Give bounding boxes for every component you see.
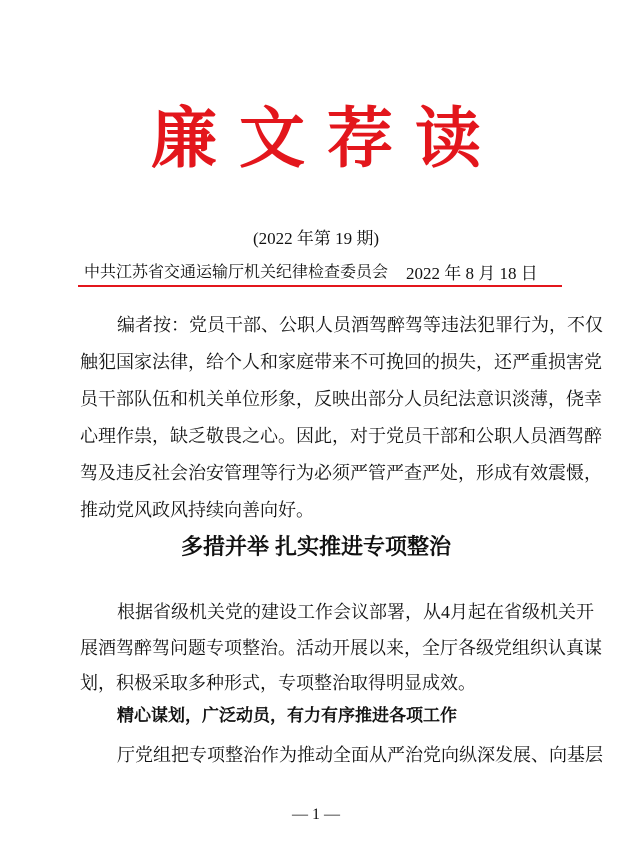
text-line: 员干部队伍和机关单位形象，反映出部分人员纪法意识淡薄，侥幸: [80, 389, 602, 409]
text-line: 展酒驾醉驾问题专项整治。活动开展以来，全厅各级党组织认真谋: [80, 638, 602, 658]
text-line: 厅党组把专项整治作为推动全面从严治党向纵深发展、向基层: [117, 745, 603, 765]
section-subheading: 精心谋划，广泛动员，有力有序推进各项工作: [117, 706, 457, 725]
text-line: 编者按：党员干部、公职人员酒驾醉驾等违法犯罪行为，不仅: [117, 315, 603, 335]
page-number: — 1 —: [292, 806, 340, 823]
text-line: 推动党风政风持续向善向好。: [80, 500, 314, 520]
editor-note: [80, 307, 603, 529]
issue-number: (2022 年第 19 期): [252, 229, 380, 248]
text-line: 心理作祟，缺乏敬畏之心。因此，对于党员干部和公职人员酒驾醉: [80, 426, 602, 446]
red-divider: [78, 285, 562, 287]
issuing-organization: 中共江苏省交通运输厅机关纪律检查委员会: [84, 264, 389, 281]
text-line: 划，积极采取多种形式，专项整治取得明显成效。: [80, 673, 476, 693]
text-line: 根据省级机关党的建设工作会议部署，从4月起在省级机关开: [117, 602, 594, 622]
article-body: [80, 594, 603, 774]
issue-date: 2022 年 8 月 18 日: [406, 264, 538, 283]
document-title: 廉文荐读: [151, 103, 503, 176]
text-line: 触犯国家法律，给个人和家庭带来不可挽回的损失，还严重损害党: [80, 352, 602, 372]
text-line: 驾及违反社会治安管理等行为必须严管严查严处，形成有效震慑，: [80, 463, 602, 483]
article-heading: 多措并举 扎实推进专项整治: [180, 534, 452, 559]
